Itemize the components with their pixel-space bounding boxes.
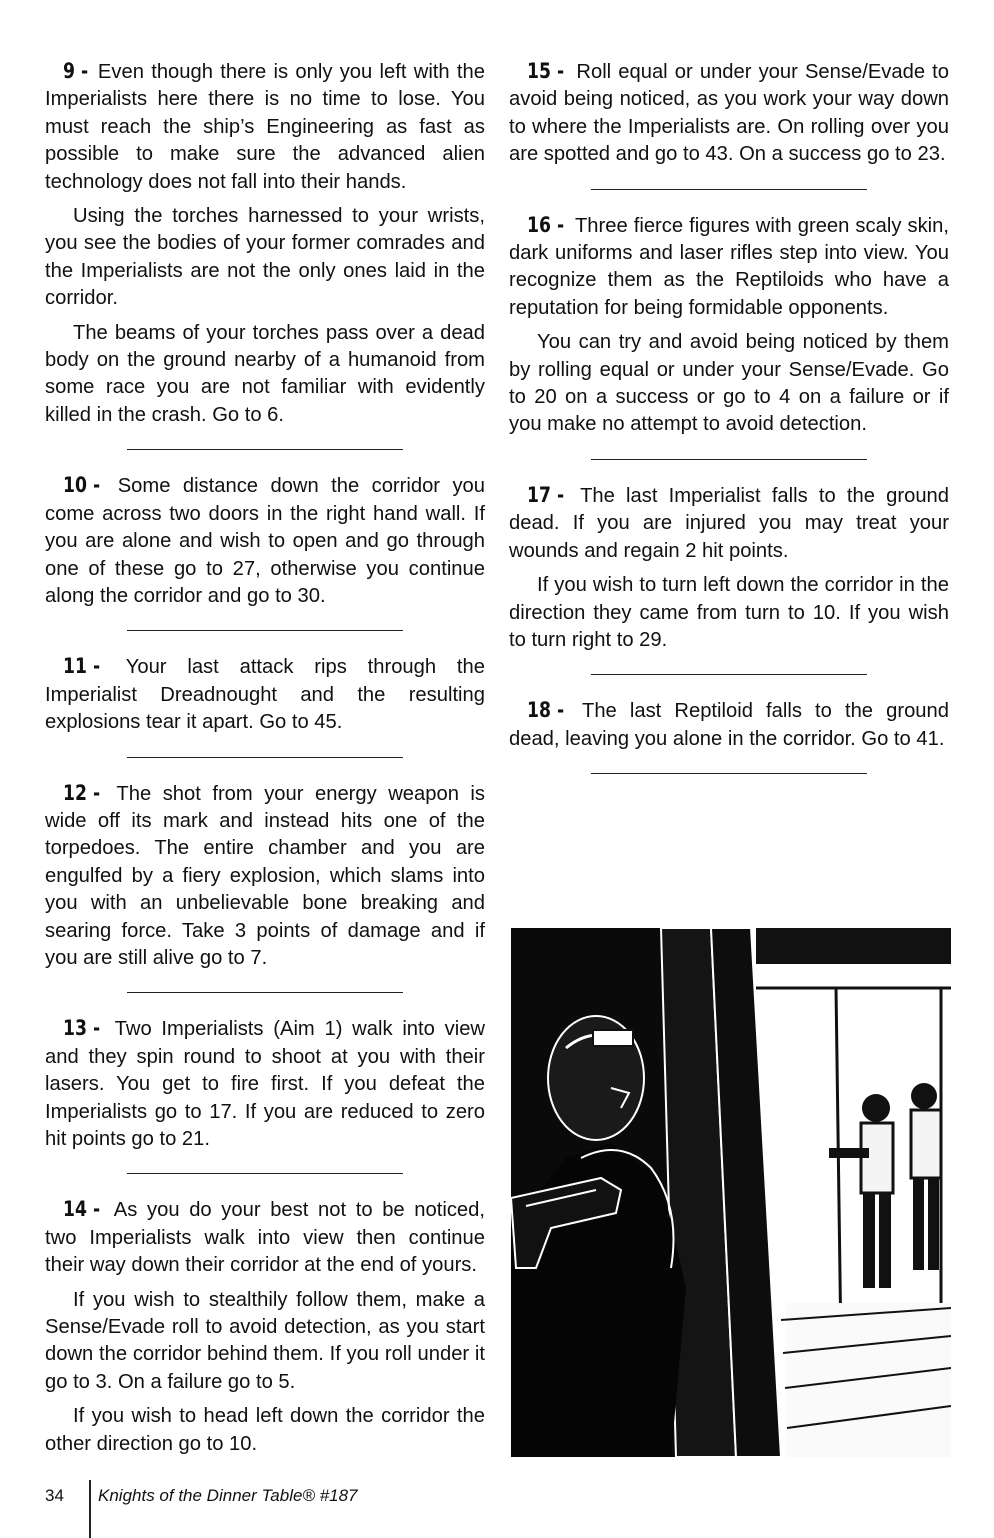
entry-number: 9 - (63, 59, 89, 83)
footer-divider (89, 1480, 91, 1538)
entry-number: 15 - (527, 59, 565, 83)
entry-10-para-1: 10 - Some distance down the corridor you come across two doors in the right hand wall. If you are alone and wish to open and go through one of these go to 27, otherwise you continue along the corridor and go to 30. (45, 473, 485, 607)
entry-number: 17 - (527, 482, 565, 507)
entry-9-para-3: The beams of your torches pass over a dead body on the ground nearby of a humanoid from some race you are not familiar with evidently killed in the crash. Go to 6. (45, 321, 485, 426)
entry-12-para-1: 12 - The shot from your energy weapon is wide off its mark and instead hits one of the torpedoes. The entire chamber and you are engulfed by a fiery explosion, which slams into you with an unbelievable bone breaking and searing force. Take 3 points of damage and if you are still alive go to 7. (45, 780, 485, 969)
divider (591, 773, 867, 774)
page-number: 34 (45, 1486, 64, 1505)
entry-9-para-1: 9 - Even though there is only you left with the Imperialists here there is no time to lose. You must reach the ship’s Engineering as fast as possible to make sure the advanced alien technology does not fall into their hands. (45, 59, 485, 193)
divider (127, 1173, 403, 1174)
entry-9-para-2: Using the torches harnessed to your wrists, you see the bodies of your former comrades and the Imperialists are not the only ones laid in the corridor. (45, 205, 485, 310)
divider (591, 189, 867, 190)
entry-16-para-2: You can try and avoid being noticed by them by rolling equal or under your Sense/Evade. Go to 20 on a success or go to 4 on a failure or if you make no attempt to avoid detection. (509, 331, 949, 436)
entry-18-para-1: 18 - The last Reptiloid falls to the ground dead, leaving you alone in the corridor. Go to 41. (509, 698, 949, 750)
illustration-soldier-icon (511, 928, 951, 1457)
divider (127, 992, 403, 993)
entry-11 (45, 653, 485, 736)
entry-14-para-2: If you wish to stealthily follow them, make a Sense/Evade roll to avoid detection, as you start down the corridor behind them. If you roll under it go to 3. On a failure go to 5. (45, 1288, 485, 1393)
entry-number: 12 - (63, 780, 101, 805)
entry-number: 14 - (63, 1197, 101, 1222)
divider (127, 449, 403, 450)
entry-number: 16 - (527, 212, 565, 237)
entry-18 (509, 697, 949, 753)
entry-14 (45, 1196, 485, 1458)
entry-14-para-1: 14 - As you do your best not to be noticed, two Imperialists walk into view then continue their way down their corridor at the end of yours. (45, 1197, 485, 1277)
entry-number: 10 - (63, 473, 101, 498)
entry-15-para-1: 15 - Roll equal or under your Sense/Evade to avoid being noticed, as you work your way down to where the Imperialists are. On rolling over you are spotted and go to 43. On a success go to 23. (509, 59, 950, 166)
entry-10 (45, 472, 485, 610)
divider (127, 757, 403, 758)
entry-15 (509, 58, 949, 169)
entry-13 (45, 1015, 485, 1153)
entry-16-para-1: 16 - Three fierce figures with green scaly skin, dark uniforms and laser rifles step into view. You recognize them as the Reptiloids who have a reputation for being formidable opponents. (509, 212, 949, 319)
entry-9 (45, 58, 485, 429)
entry-number: 18 - (527, 698, 565, 723)
entry-number: 11 - (63, 654, 101, 679)
left-column (45, 58, 485, 1465)
footer-title: Knights of the Dinner Table® #187 (98, 1486, 358, 1505)
right-column (509, 58, 949, 796)
entry-17-para-2: If you wish to turn left down the corridor in the direction they came from turn to 10. If you wish to turn right to 29. (509, 574, 949, 651)
entry-13-para-1: 13 - Two Imperialists (Aim 1) walk into view and they spin round to shoot at you with their lasers. You get to fire first. If you defeat the Imperialists go to 17. If you are reduced to zero hit points go to 21. (45, 1016, 485, 1150)
divider (591, 459, 867, 460)
divider (127, 630, 403, 631)
entry-11-para-1: 11 - Your last attack rips through the Imperialist Dreadnought and the resulting explosions tear it apart. Go to 45. (45, 654, 485, 734)
entry-17-para-1: 17 - The last Imperialist falls to the ground dead. If you are injured you may treat your wounds and regain 2 hit points. (509, 482, 950, 562)
entry-17 (509, 482, 949, 654)
divider (591, 674, 867, 675)
entry-number: 13 - (63, 1016, 101, 1041)
entry-14-para-3: If you wish to head left down the corridor the other direction go to 10. (45, 1405, 485, 1455)
entry-12 (45, 780, 485, 973)
entry-16 (509, 212, 949, 439)
